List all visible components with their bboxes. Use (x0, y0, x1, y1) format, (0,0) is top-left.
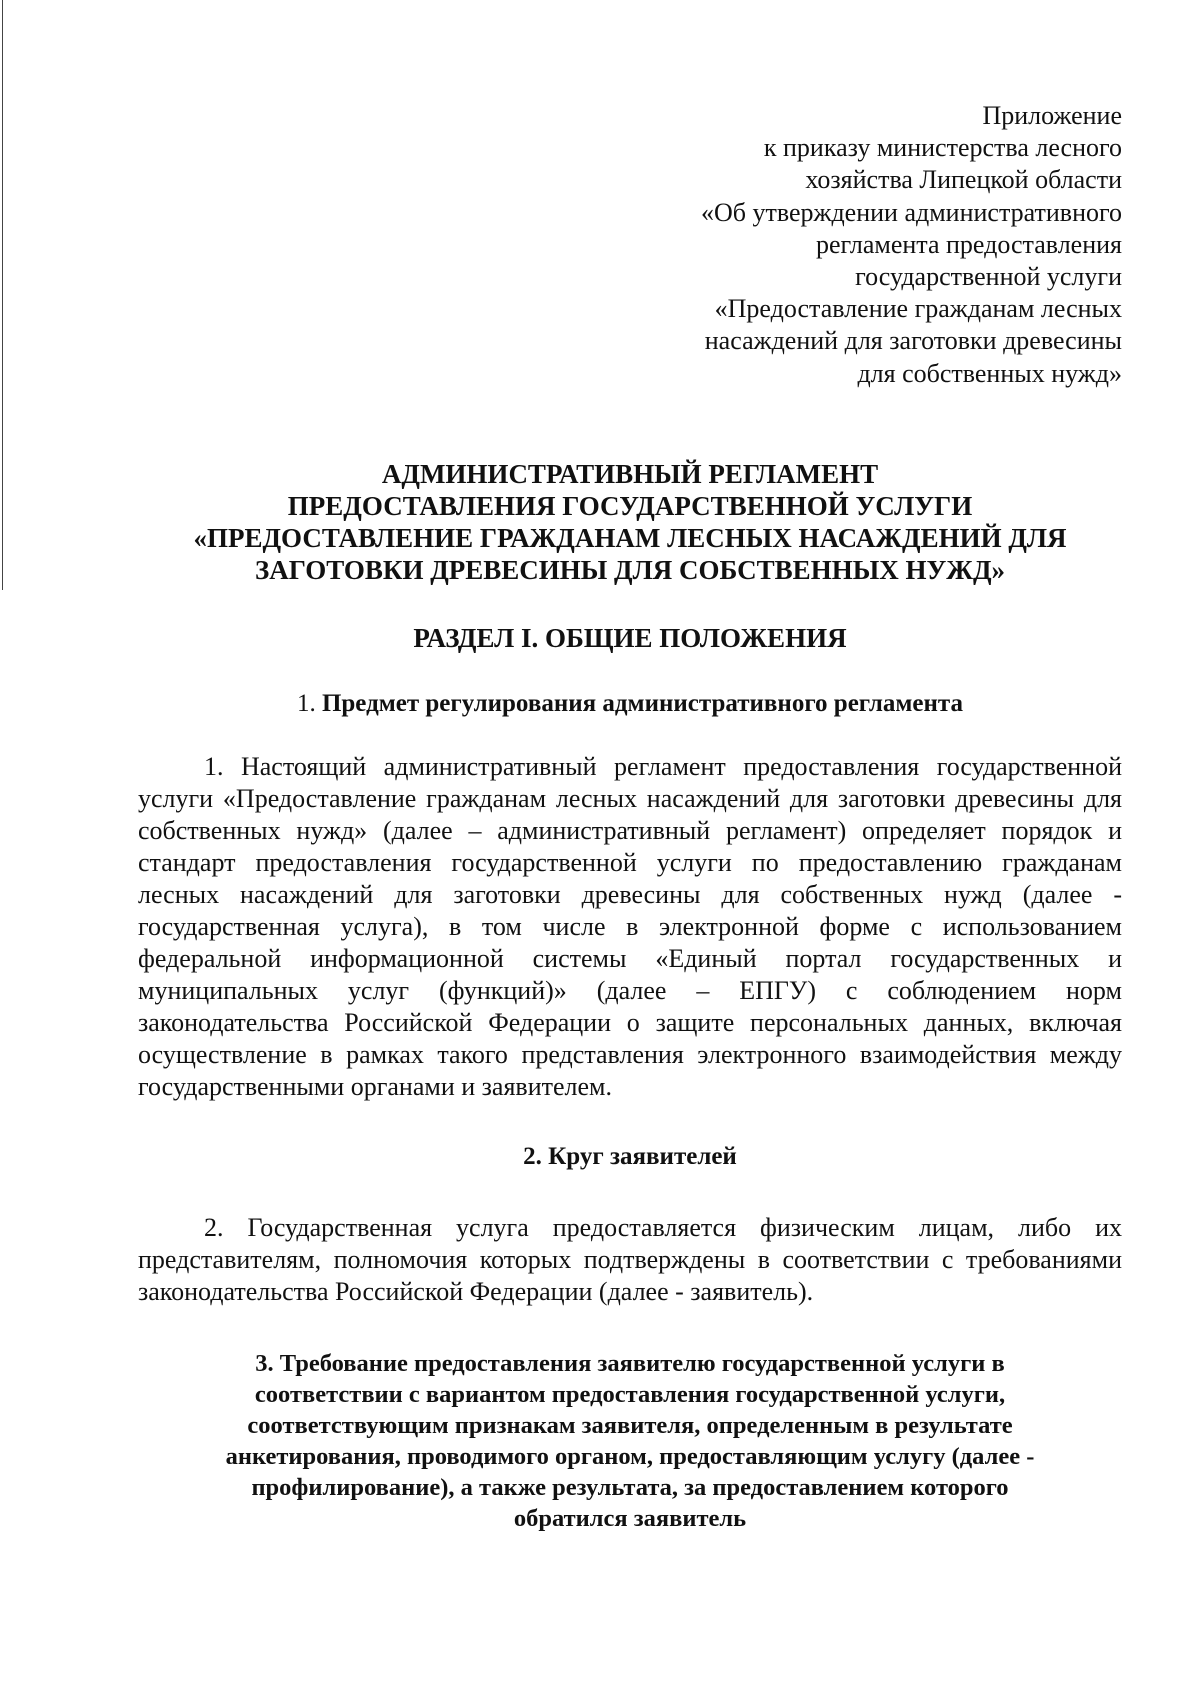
subsection-3-heading-line: соответствии с вариантом предоставления государственной услуги, (254, 1380, 1006, 1408)
appendix-line: к приказу министерства лесного (763, 133, 1122, 163)
appendix-line: «Предоставление гражданам лесных (714, 294, 1122, 324)
scan-edge-line (2, 0, 3, 590)
appendix-block (138, 100, 1122, 390)
appendix-line: Приложение (982, 101, 1122, 130)
subsection-3-heading-line: профилирование), а также результата, за предоставлением которого (251, 1473, 1009, 1501)
subsection-3-heading-line: соответствующим признакам заявителя, определенным в результате (247, 1411, 1013, 1439)
subsection-3-heading-line: 3. Требование предоставления заявителю государственной услуги в (255, 1349, 1005, 1377)
appendix-line: «Об утверждении административного (700, 197, 1122, 227)
subsection-2-title: Круг заявителей (548, 1142, 737, 1170)
paragraph-2: 2. Государственная услуга предоставляется физическим лицам, либо их представителям, полномочия которых подтверждены в соответствии с требованиями законодательства Российской Федерации (далее - заявитель). (138, 1212, 1122, 1306)
appendix-line: насаждений для заготовки древесины (704, 326, 1122, 356)
document-title-line: АДМИНИСТРАТИВНЫЙ РЕГЛАМЕНТ (381, 458, 879, 489)
appendix-line: хозяйства Липецкой области (805, 165, 1122, 195)
subsection-1-number: 1. (296, 689, 316, 717)
document-title-line: ЗАГОТОВКИ ДРЕВЕСИНЫ ДЛЯ СОБСТВЕННЫХ НУЖД» (254, 554, 1006, 585)
document-title-line: «ПРЕДОСТАВЛЕНИЕ ГРАЖДАНАМ ЛЕСНЫХ НАСАЖДЕНИЙ ДЛЯ (193, 522, 1067, 553)
appendix-line: для собственных нужд» (857, 358, 1122, 388)
subsection-1-heading (138, 688, 1122, 720)
subsection-3-heading-line: обратился заявитель (513, 1504, 747, 1532)
appendix-line: государственной услуги (855, 262, 1122, 292)
document-title-line: ПРЕДОСТАВЛЕНИЯ ГОСУДАРСТВЕННОЙ УСЛУГИ (287, 490, 973, 521)
document-content (138, 100, 1122, 1534)
paragraph-1: 1. Настоящий административный регламент предоставления государственной услуги «Предоставление гражданам лесных насаждений для заготовки древесины для собственных нужд» (далее – административный регламент) определяет порядок и стандарт предоставления государственной услуги по предоставлению гражданам лесных насаждений для заготовки древесины для собственных нужд (далее - государственная услуга), в том числе в электронной форме с использованием федеральной информационной системы «Единый портал государственных и муниципальных услуг (функций)» (далее – ЕПГУ) с соблюдением норм законодательства Российской Федерации о защите персональных данных, включая осуществление в рамках такого представления электронного взаимодействия между государственными органами и заявителем. (138, 751, 1122, 1101)
subsection-1-title: Предмет регулирования административного регламента (321, 689, 964, 717)
appendix-line: регламента предоставления (815, 229, 1122, 259)
section-title: РАЗДЕЛ I. ОБЩИЕ ПОЛОЖЕНИЯ (413, 622, 847, 653)
subsection-2-number: 2. (523, 1142, 542, 1170)
subsection-3-heading (138, 1348, 1122, 1534)
subsection-2-heading (138, 1141, 1122, 1173)
subsection-3-heading-line: анкетирования, проводимого органом, предоставляющим услугу (далее - (225, 1442, 1035, 1470)
document-title (138, 458, 1122, 586)
